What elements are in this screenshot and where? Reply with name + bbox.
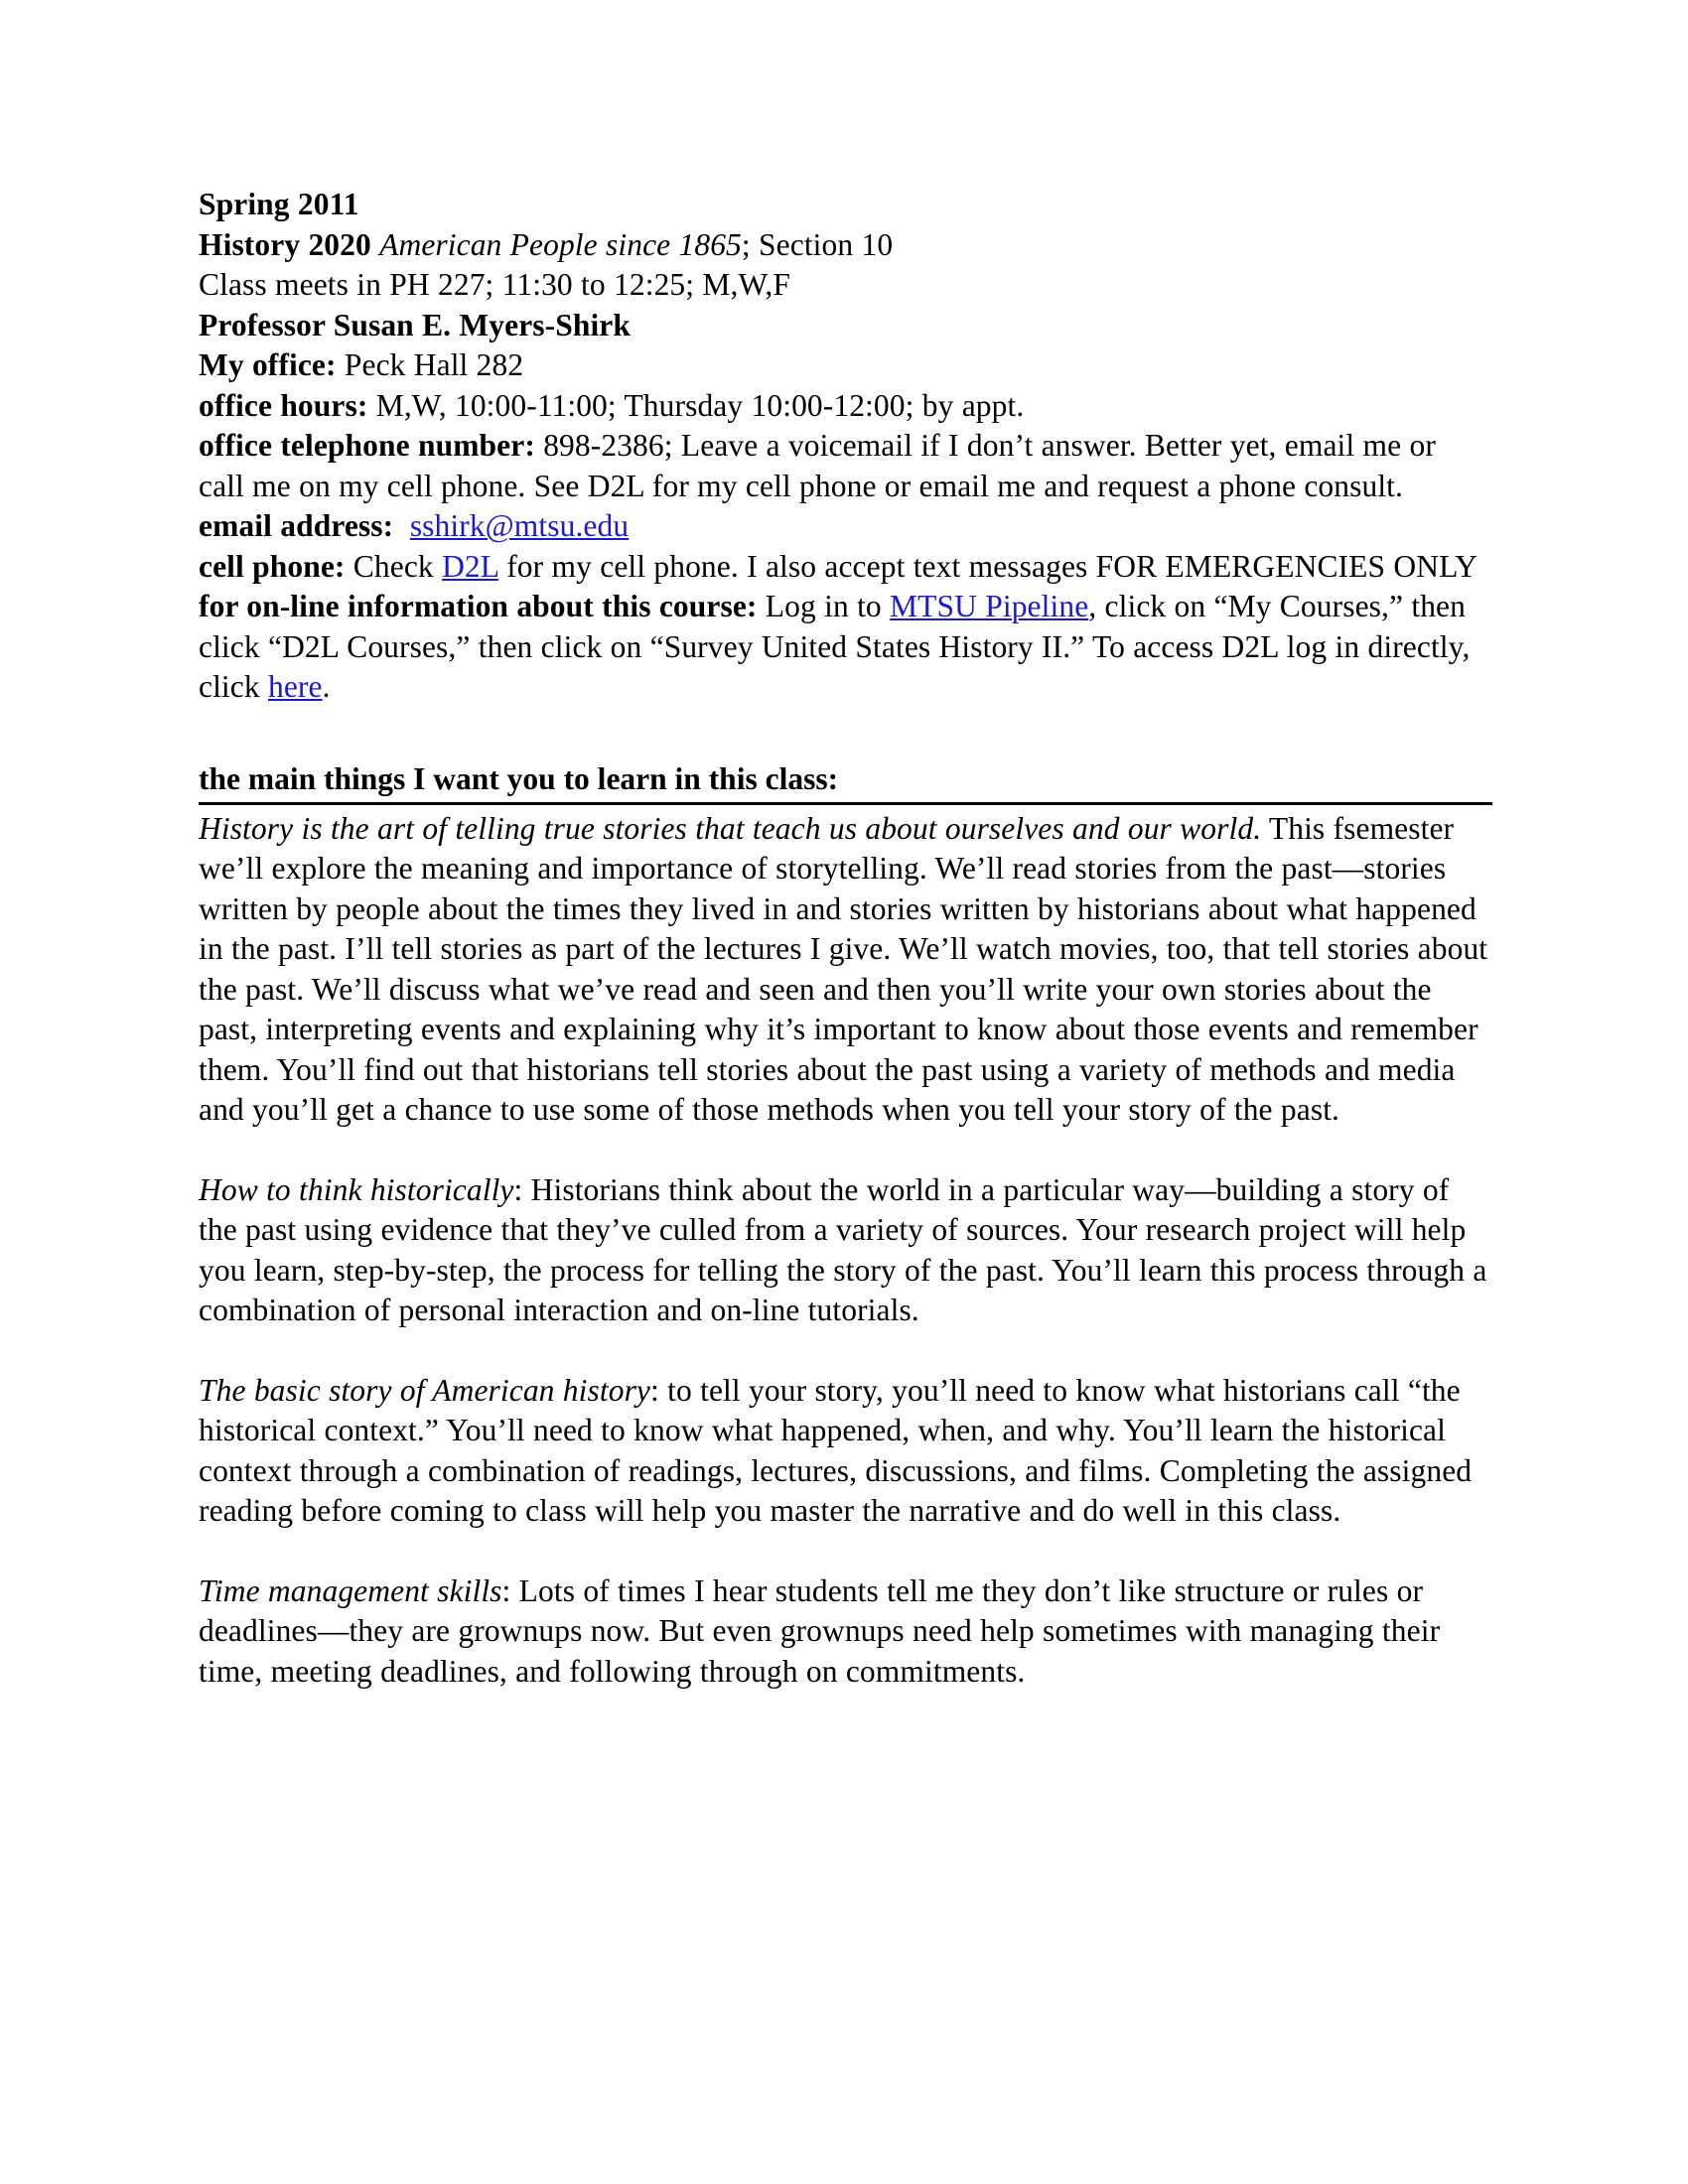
term-label: Spring 2011 — [199, 187, 359, 221]
course-section: ; Section 10 — [741, 226, 894, 262]
cell-phone-label: cell phone: — [199, 548, 346, 584]
paragraph-body-basic-story: : to tell your story, you’ll need to know what historians call “the historical context.” You’ll need to know what happened, when, and why. You’ll learn the historical context through a combination of readings, lectures, discussions, and films. Completing the assigned reading before coming to class will help you master the narrative and do well in this class. — [199, 1372, 1473, 1528]
paragraph-lead-think-historically: How to think historically — [199, 1171, 514, 1207]
section-divider-rule — [199, 802, 1492, 805]
online-text-before: Log in to — [757, 589, 891, 623]
paragraph-gap-3 — [199, 1532, 1489, 1571]
office-value: Peck Hall 282 — [336, 347, 524, 382]
online-info-label: for on-line information about this course: — [199, 589, 758, 623]
email-address-link[interactable]: sshirk@mtsu.edu — [409, 508, 630, 543]
office-label: My office: — [199, 347, 337, 382]
header-section-spacer — [199, 708, 1489, 759]
email-label: email address: — [199, 508, 394, 543]
paragraph-gap-1 — [199, 1131, 1489, 1170]
cell-phone-text-after: for my cell phone. I also accept text messages FOR EMERGENCIES ONLY — [497, 548, 1478, 584]
document-content — [199, 185, 1489, 1692]
course-line — [199, 225, 1489, 266]
paragraph-body-storytelling: This fsemester we’ll explore the meaning and importance of storytelling. We’ll read stories from the past—stories written by people about the times they lived in and stories written by historians about what happened in the past. I’ll tell stories as part of the lectures I give. We’ll watch movies, too, that tell stories about the past. We’ll discuss what we’ve read and seen and then you’ll write your own stories about the past, interpreting events and explaining why it’s important to know about those events and remember them. You’ll find out that historians tell stories about the past using a variety of methods and media and you’ll get a chance to use some of those methods when you tell your story of the past. — [199, 810, 1488, 1127]
d2l-link[interactable]: D2L — [442, 548, 498, 584]
email-line — [199, 506, 1489, 547]
paragraph-body-time-management: : Lots of times I hear students tell me they don’t like structure or rules or deadlines—they are grownups now. But even grownups need help sometimes with managing their time, meeting deadlines, and following through on commitments. — [199, 1572, 1441, 1689]
mtsu-pipeline-link[interactable]: MTSU Pipeline — [890, 589, 1089, 623]
online-text-after: . — [322, 669, 331, 704]
paragraph-gap-2 — [199, 1331, 1489, 1371]
course-number: History 2020 — [199, 226, 371, 262]
paragraph-basic-story — [199, 1371, 1489, 1532]
section-heading-main-things: the main things I want you to learn in this class: — [199, 760, 839, 796]
term-line — [199, 185, 1489, 225]
office-line — [199, 345, 1489, 386]
paragraph-lead-storytelling: History is the art of telling true stories that teach us about ourselves and our world. — [199, 810, 1262, 846]
office-hours-value: M,W, 10:00-11:00; Thursday 10:00-12:00; by appt. — [367, 387, 1025, 423]
meeting-info-line: Class meets in PH 227; 11:30 to 12:25; M,W,F — [199, 267, 791, 302]
paragraph-storytelling — [199, 809, 1489, 1131]
telephone-label: office telephone number: — [199, 428, 535, 463]
cell-phone-text-before: Check — [345, 548, 443, 584]
instructor-name: Professor Susan E. Myers-Shirk — [199, 307, 632, 342]
paragraph-body-think-historically: : Historians think about the world in a particular way—building a story of the past using evidence that they’ve culled from a variety of sources. Your research project will help you learn, step-by-step, the process for telling the story of the past. You’ll learn this process through a combination of personal interaction and on-line tutorials. — [199, 1171, 1487, 1327]
paragraph-time-management — [199, 1571, 1489, 1693]
paragraph-think-historically — [199, 1170, 1489, 1331]
paragraph-lead-time-management: Time management skills — [199, 1572, 502, 1608]
office-hours-label: office hours: — [199, 387, 368, 423]
course-title: American People since 1865 — [379, 226, 742, 262]
here-link[interactable]: here — [268, 669, 323, 704]
paragraph-lead-basic-story: The basic story of American history — [199, 1372, 651, 1408]
telephone-value: 898-2386; Leave a voicemail if I don’t answer. Better yet, email me or call me on my cell phone. See D2L for my cell phone or email me and request a phone consult. — [199, 428, 1436, 503]
online-text-middle: , click on “My Courses,” then click “D2L Courses,” then click on “Survey United States History II.” To access D2L log in directly, click — [199, 589, 1471, 704]
office-hours-line — [199, 386, 1489, 427]
telephone-line — [199, 426, 1489, 506]
syllabus-header — [199, 185, 1489, 708]
online-info-line — [199, 587, 1489, 708]
cell-phone-line — [199, 547, 1489, 588]
instructor-line — [199, 306, 1489, 346]
